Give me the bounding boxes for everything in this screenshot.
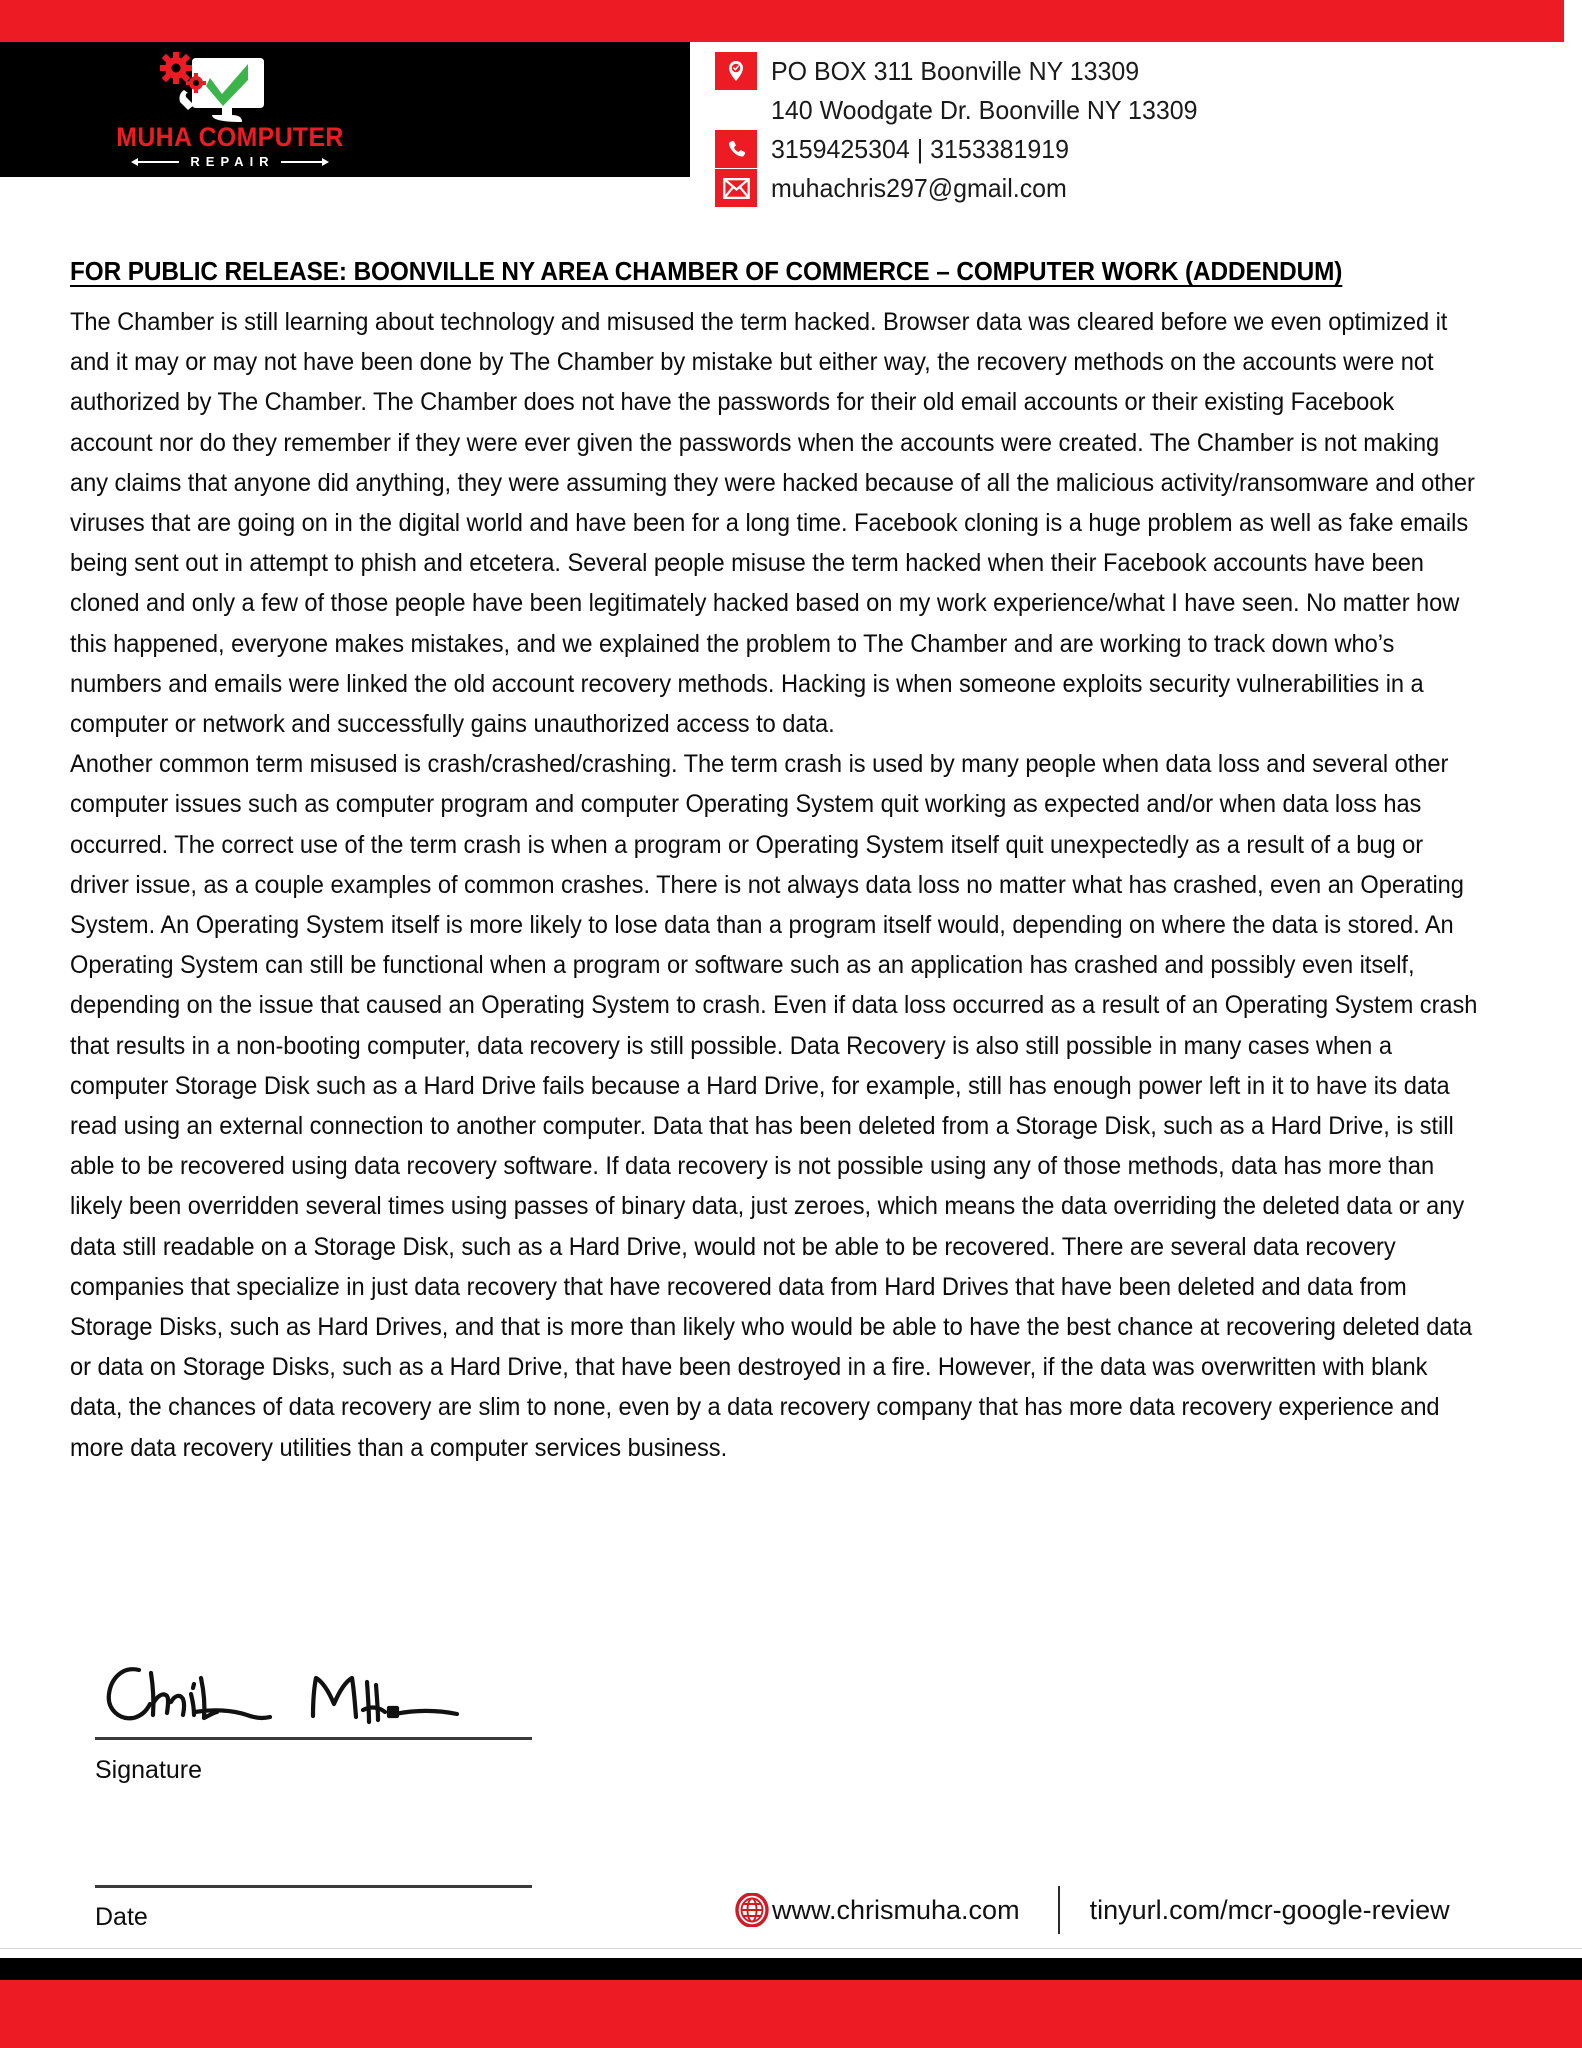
address-line-2: 140 Woodgate Dr. Boonville NY 13309 — [771, 95, 1198, 125]
spacer-icon — [715, 91, 757, 129]
phone-numbers: 3159425304 | 3153381919 — [771, 134, 1069, 164]
top-red-band — [0, 0, 1582, 42]
contact-row-address-2 — [715, 91, 1575, 129]
computer-gear-checkmark-icon — [152, 50, 272, 124]
paragraph-2: Another common term misused is crash/crashed/crashing. The term crash is used by many people when data loss and several other computer issues such as computer program and computer Operating System quit working as expected and/or when data loss has occurred. The correct use of the term crash is when a program or Operating System itself quit unexpectedly as a result of a bug or driver issue, as a couple examples of common crashes. There is not always data loss no matter what has crashed, even an Operating System. An Operating System itself is more likely to lose data than a program itself would, depending on where the data is stored. An Operating System can still be functional when a program or software such as an application has crashed and possibly even itself, depending on the issue that caused an Operating System to crash. Even if data loss occurred as a result of an Operating System crash that results in a non-booting computer, data recovery is still possible. Data Recovery is also still possible in many cases when a computer Storage Disk such as a Hard Drive fails because a Hard Drive, for example, still has enough power left in it to have its data read using an external connection to another computer. Data that has been deleted from a Storage Disk, such as a Hard Drive, is still able to be recovered using data recovery software. If data recovery is not possible using any of those methods, data has more than likely been overridden several times using passes of binary data, just zeroes, which means the data overriding the deleted data or any data still readable on a Storage Disk, such as a Hard Drive, would not be able to be recovered. There are several data recovery companies that specialize in just data recovery that have recovered data from Hard Drives that have been deleted and data from Storage Disks, such as Hard Drives, and that is more than likely who would be able to have the best chance at recovering deleted data or data on Storage Disks, such as a Hard Drive, that have been destroyed in a fire. However, if the data was overwritten with blank data, the chances of data recovery are slim to none, even by a data recovery company that has more data recovery experience and more data recovery utilities than a computer services business. — [70, 751, 1478, 1462]
footer-divider — [1058, 1886, 1060, 1934]
logo-subtitle-row — [100, 154, 360, 169]
google-review-link[interactable]: tinyurl.com/mcr-google-review — [1089, 1894, 1450, 1925]
logo-rule-right — [281, 161, 323, 163]
address-line-1: PO BOX 311 Boonville NY 13309 — [771, 56, 1140, 86]
contact-row-phone — [715, 130, 1575, 168]
document-body — [70, 303, 1478, 1469]
signature-label: Signature — [95, 1756, 203, 1784]
logo-subtitle: REPAIR — [190, 154, 275, 169]
website-link[interactable]: www.chrismuha.com — [772, 1894, 1020, 1925]
contact-info-block — [715, 52, 1575, 208]
footer-hairline — [0, 1948, 1582, 1949]
company-logo — [100, 50, 360, 172]
logo-company-name: MUHA COMPUTER — [116, 122, 344, 152]
letterhead-header — [0, 42, 1582, 203]
logo-rule-left — [137, 161, 179, 163]
contact-row-email — [715, 169, 1575, 207]
handwritten-signature — [95, 1660, 565, 1735]
footer-links — [735, 1885, 1450, 1935]
top-red-band-notch — [1564, 0, 1582, 42]
email-address: muhachris297@gmail.com — [771, 173, 1067, 203]
signature-line — [95, 1737, 532, 1740]
contact-row-address — [715, 52, 1575, 90]
paragraph-1: The Chamber is still learning about technology and misused the term hacked. Browser data was cleared before we even optimized it and it may or may not have been done by The Chamber by mistake but either way, the recovery methods on the accounts were not authorized by The Chamber. The Chamber does not have the passwords for their old email accounts or their existing Facebook account nor do they remember if they were ever given the passwords when the accounts were created. The Chamber is not making any claims that anyone did anything, they were assuming they were hacked because of all the malicious activity/ransomware and other viruses that are going on in the digital world and have been for a long time. Facebook cloning is a huge problem as well as fake emails being sent out in attempt to phish and etcetera. Several people misuse the term hacked when their Facebook accounts have been cloned and only a few of those people have been legitimately hacked based on my work experience/what I have seen. No matter how this happened, everyone makes mistakes, and we explained the problem to The Chamber and are working to track down who’s numbers and emails were linked the old account recovery methods. Hacking is when someone exploits security vulnerabilities in a computer or network and successfully gains unauthorized access to data. — [70, 309, 1475, 739]
envelope-icon — [715, 169, 757, 207]
bottom-red-band — [0, 1980, 1582, 2048]
date-line — [95, 1885, 532, 1888]
date-label: Date — [95, 1903, 148, 1931]
page-title: FOR PUBLIC RELEASE: BOONVILLE NY AREA CHAMBER OF COMMERCE – COMPUTER WORK (ADDENDUM) — [70, 258, 1343, 286]
globe-icon — [735, 1893, 769, 1927]
bottom-black-band — [0, 1958, 1582, 1980]
phone-icon — [715, 130, 757, 168]
location-pin-icon — [715, 52, 757, 90]
